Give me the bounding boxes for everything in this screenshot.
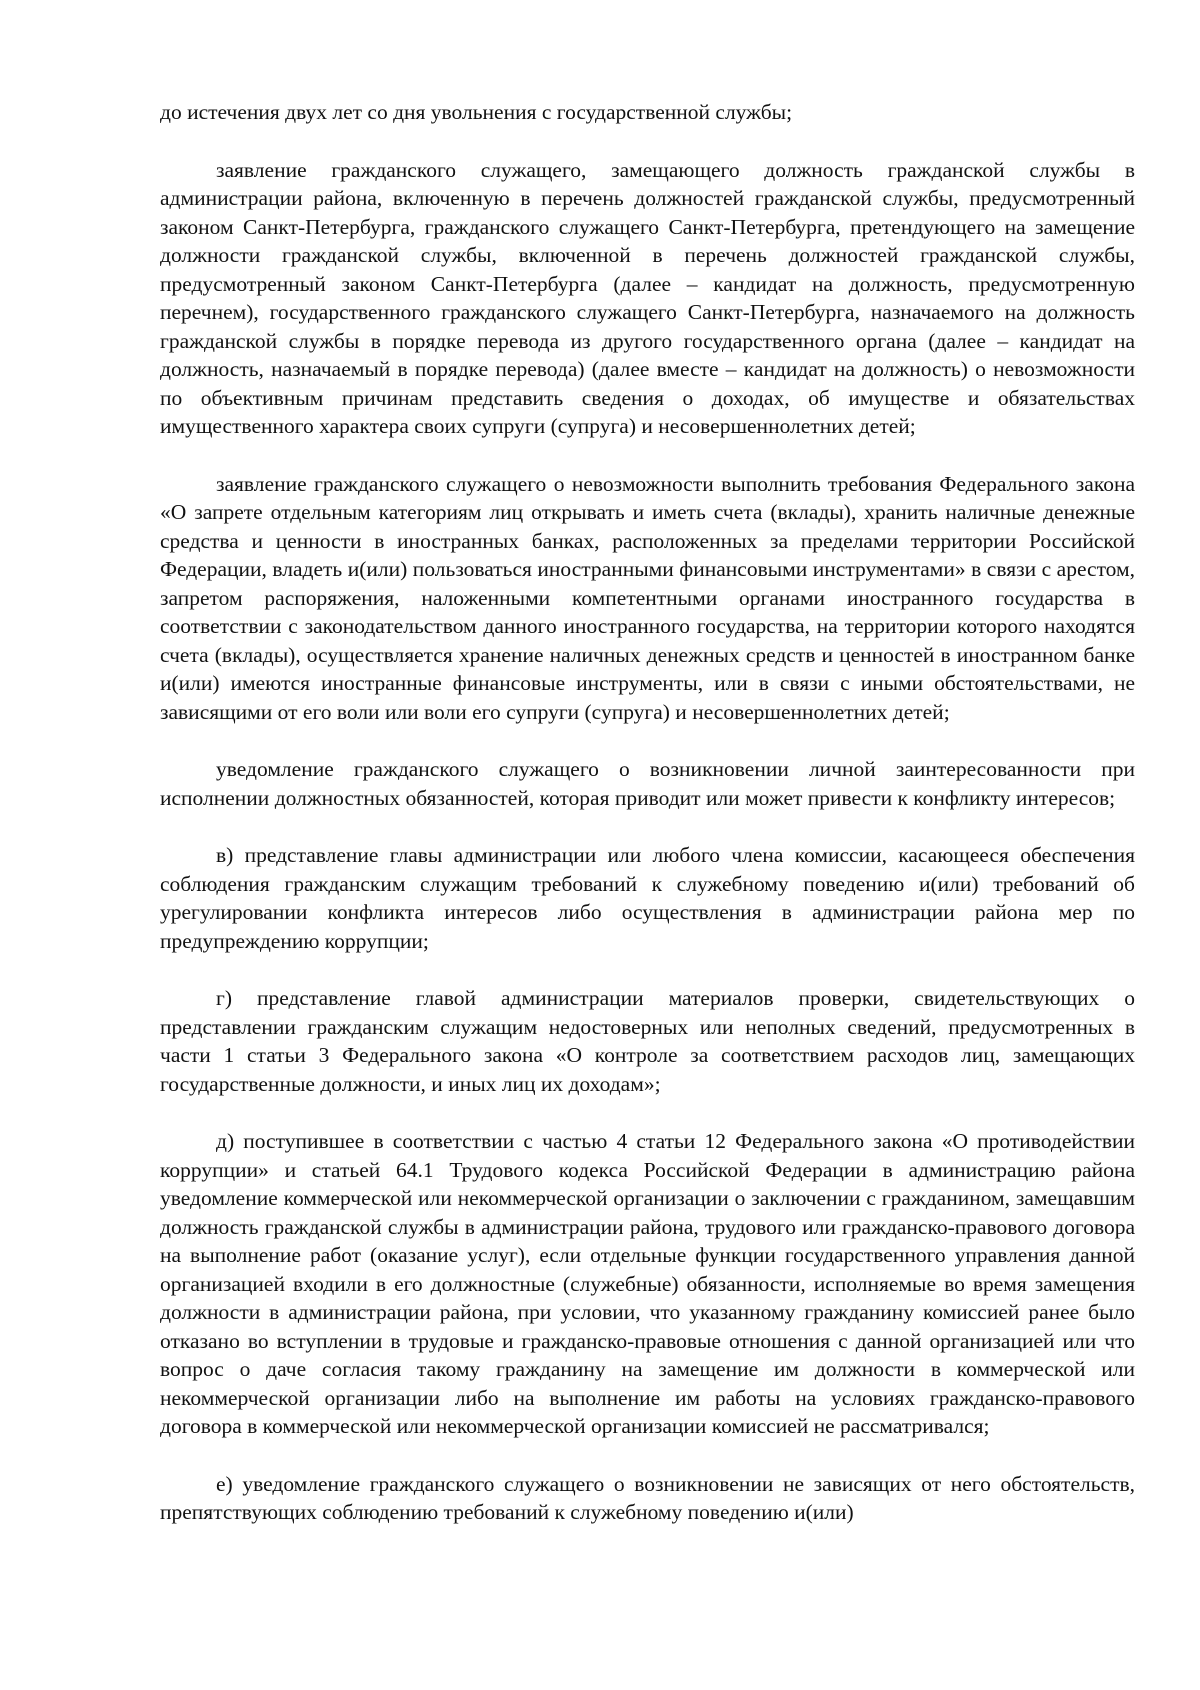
document-body: [160, 98, 1135, 1556]
paragraph-statement-spouse-income: заявление гражданского служащего, замещающего должность гражданской службы в администрации района, включенную в перечень должностей гражданской службы, предусмотренный законом Санкт-Петербурга, гражданского служащего Санкт-Петербурга, претендующего на замещение должности гражданской службы, включенной в перечень должностей гражданской службы, предусмотренный законом Санкт-Петербурга (далее – кандидат на должность, предусмотренную перечнем), государственного гражданского служащего Санкт-Петербурга, назначаемого на должность гражданской службы в порядке перевода из другого государственного органа (далее – кандидат на должность, назначаемый в порядке перевода) (далее вместе – кандидат на должность) о невозможности по объективным причинам представить сведения о доходах, об имуществе и обязательствах имущественного характера своих супруги (супруга) и несовершеннолетних детей;: [160, 157, 1135, 438]
paragraph-notice-conflict-of-interest: уведомление гражданского служащего о возникновении личной заинтересованности при исполнении должностных обязанностей, которая приводит или может привести к конфликту интересов;: [160, 757, 1135, 810]
paragraph-statement-foreign-accounts: заявление гражданского служащего о невозможности выполнить требования Федерального закона «О запрете отдельным категориям лиц открывать и иметь счета (вклады), хранить наличные денежные средства и ценности в иностранных банках, расположенных за пределами территории Российской Федерации, владеть и(или) пользоваться иностранными финансовыми инструментами» в связи с арестом, запретом распоряжения, наложенными компетентными органами иностранного государства в соответствии с законодательством данного иностранного государства, на территории которого находятся счета (вклады), осуществляется хранение наличных денежных средств и ценностей в иностранном банке и(или) имеются иностранные финансовые инструменты, или в связи с иными обстоятельствами, не зависящими от его воли или воли его супруги (супруга) и несовершеннолетних детей;: [160, 471, 1135, 724]
paragraph-item-v: в) представление главы администрации или любого члена комиссии, касающееся обеспечения соблюдения гражданским служащим требований к служебному поведению и(или) требований об урегулировании конфликта интересов либо осуществления в администрации района мер по предупреждению коррупции;: [160, 843, 1135, 953]
paragraph-item-g: г) представление главой администрации материалов проверки, свидетельствующих о представлении гражданским служащим недостоверных или неполных сведений, предусмотренных в части 1 статьи 3 Федерального закона «О контроле за соответствием расходов лиц, замещающих государственные должности, и иных лиц их доходам»;: [160, 986, 1135, 1096]
paragraph-item-d: д) поступившее в соответствии с частью 4 статьи 12 Федерального закона «О противодействии коррупции» и статьей 64.1 Трудового кодекса Российской Федерации в администрацию района уведомление коммерческой или некоммерческой организации о заключении с гражданином, замещавшим должность гражданской службы в администрации района, трудового или гражданско-правового договора на выполнение работ (оказание услуг), если отдельные функции государственного управления данной организацией входили в его должностные (служебные) обязанности, исполняемые во время замещения должности в администрации района, при условии, что указанному гражданину комиссией ранее было отказано во вступлении в трудовые и гражданско-правовые отношения с данной организацией или что вопрос о даче согласия такому гражданину на замещение им должности в коммерческой или некоммерческой организации либо на выполнение им работы на условиях гражданско-правового договора в коммерческой или некоммерческой организации комиссией не рассматривался;: [160, 1129, 1135, 1438]
paragraph-continuation: до истечения двух лет со дня увольнения с государственной службы;: [160, 100, 793, 124]
paragraph-item-e: е) уведомление гражданского служащего о возникновении не зависящих от него обстоятельств, препятствующих соблюдению требований к служебному поведению и(или): [160, 1471, 1135, 1524]
